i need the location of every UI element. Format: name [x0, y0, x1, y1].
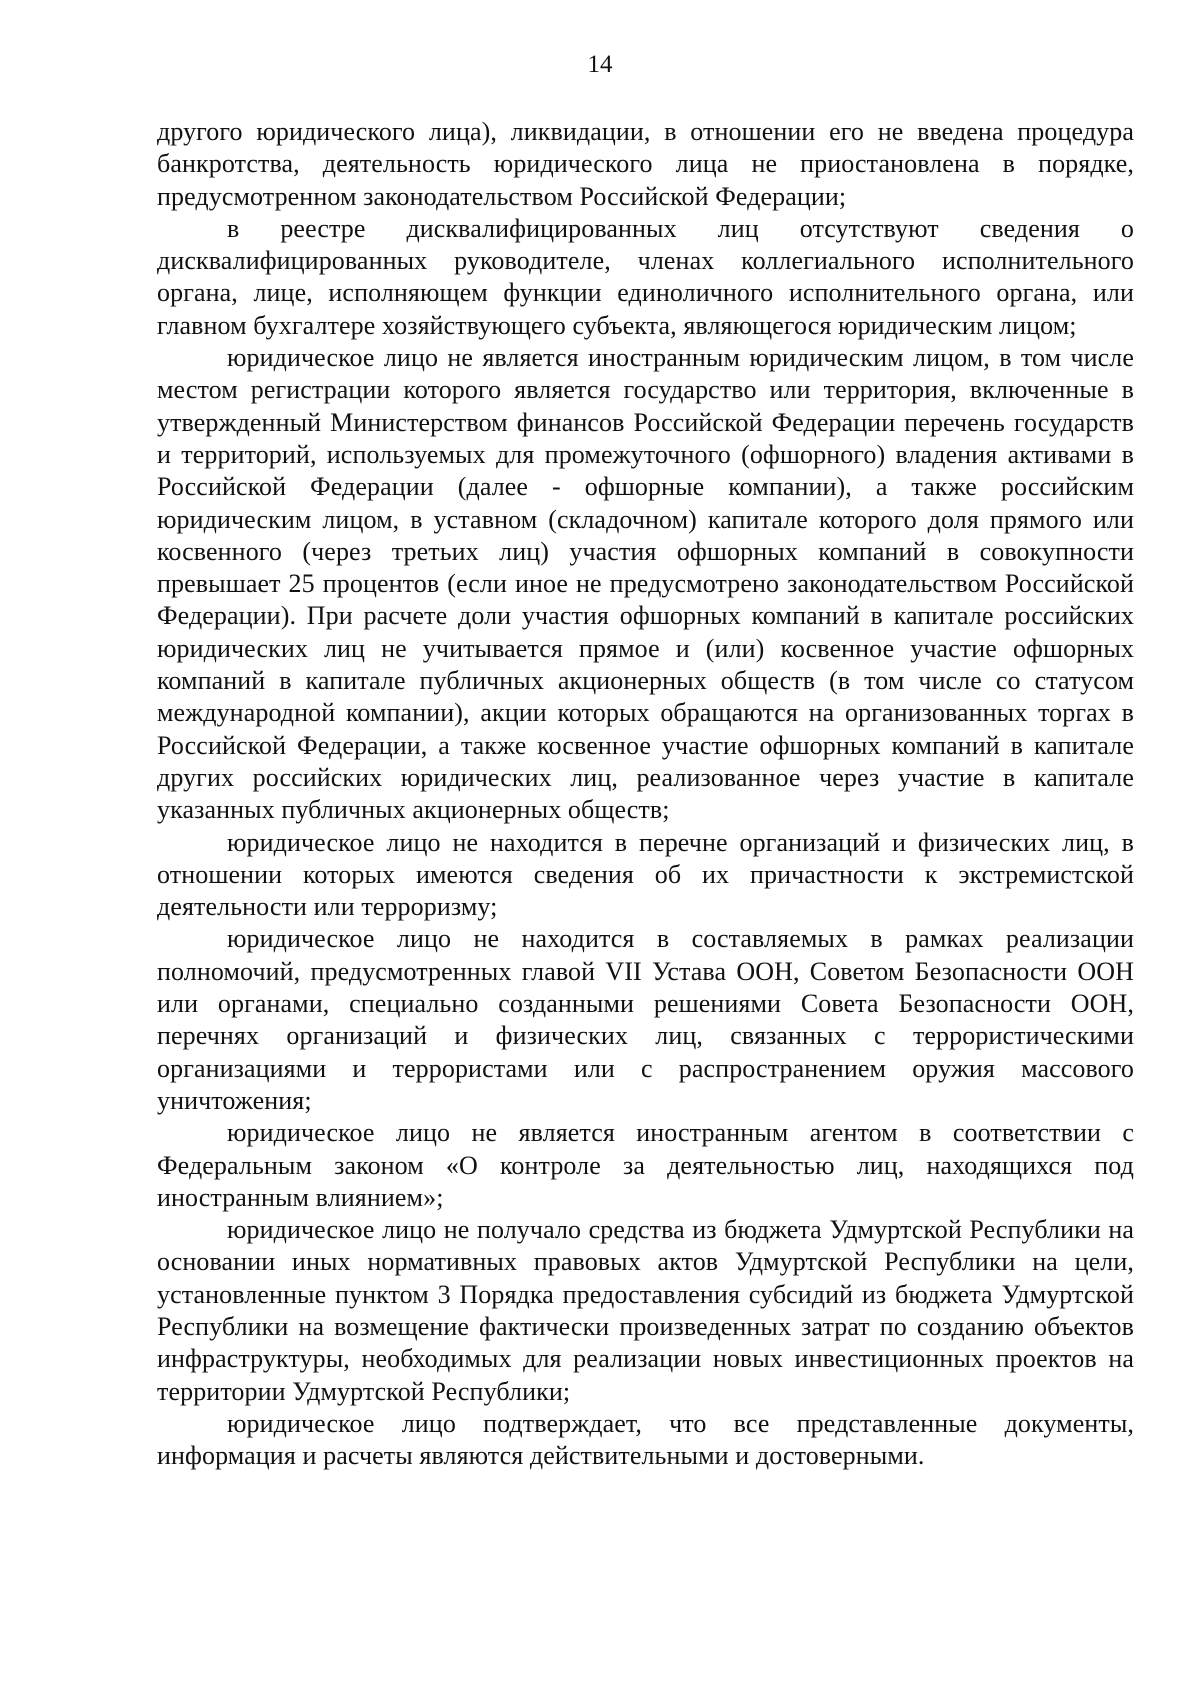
paragraph-disqualified-registry: в реестре дисквалифицированных лиц отсутствуют сведения о дисквалифицированных руководителе, членах коллегиального исполнительного органа, лице, исполняющем функции единоличного исполнительного органа, или главном бухгалтере хозяйствующего субъекта, являющегося юридическим лицом; [157, 213, 1134, 340]
paragraph-continuation: другого юридического лица), ликвидации, в отношении его не введена процедура банкротства, деятельность юридического лица не приостановлена в порядке, предусмотренном законодательством Российской Федерации; [157, 117, 1134, 211]
page-number: 14 [587, 51, 613, 78]
paragraph-offshore-companies: юридическое лицо не является иностранным юридическим лицом, в том числе местом регистрации которого является государство или территория, включенные в утвержденный Министерством финансов Российской Федерации перечень государств и территорий, используемых для промежуточного (офшорного) владения активами в Российской Федерации (далее - офшорные компании), а также российским юридическим лицом, в уставном (складочном) капитале которого доля прямого или косвенного (через третьих лиц) участия офшорных компаний в совокупности превышает 25 процентов (если иное не предусмотрено законодательством Российской Федерации). При расчете доли участия офшорных компаний в капитале российских юридических лиц не учитывается прямое и (или) косвенное участие офшорных компаний в капитале публичных акционерных обществ (в том числе со статусом международной компании), акции которых обращаются на организованных торгах в Российской Федерации, а также косвенное участие офшорных компаний в капитале других российских юридических лиц, реализованное через участие в капитале указанных публичных акционерных обществ; [157, 343, 1134, 825]
document-body [157, 116, 1134, 1472]
paragraph-extremism-list: юридическое лицо не находится в перечне организаций и физических лиц, в отношении которых имеются сведения об их причастности к экстремистской деятельности или терроризму; [157, 827, 1134, 922]
paragraph-budget-funds: юридическое лицо не получало средства из бюджета Удмуртской Республики на основании иных нормативных правовых актов Удмуртской Республики на цели, установленные пунктом 3 Порядка предоставления субсидий из бюджета Удмуртской Республики на возмещение фактически произведенных затрат по созданию объектов инфраструктуры, необходимых для реализации новых инвестиционных проектов на территории Удмуртской Республики; [157, 1215, 1134, 1406]
paragraph-confirmation: юридическое лицо подтверждает, что все представленные документы, информация и расчеты являются действительными и достоверными. [157, 1408, 1134, 1471]
paragraph-un-security-council-lists: юридическое лицо не находится в составляемых в рамках реализации полномочий, предусмотренных главой VII Устава ООН, Советом Безопасности ООН или органами, специально созданными решениями Совета Безопасности ООН, перечнях организаций и физических лиц, связанных с террористическими организациями и террористами или с распространением оружия массового уничтожения; [157, 924, 1134, 1115]
paragraph-foreign-agent: юридическое лицо не является иностранным агентом в соответствии с Федеральным законом «О контроле за деятельностью лиц, находящихся под иностранным влиянием»; [157, 1118, 1134, 1212]
